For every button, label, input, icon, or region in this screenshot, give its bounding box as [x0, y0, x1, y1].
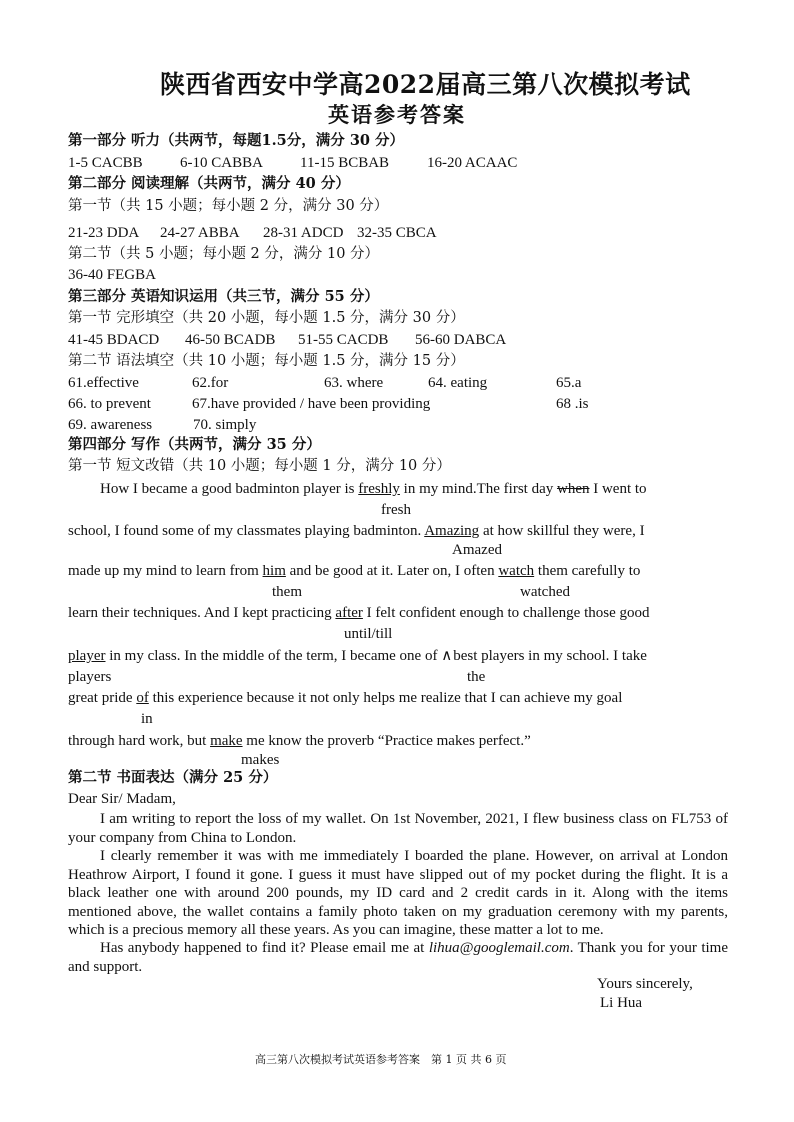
letter-paragraph: I am writing to report the loss of my wallet. On 1st November, 2021, I flew business class on FL753 of your company from China to London.: [68, 811, 728, 846]
correction-answer: them: [272, 584, 302, 600]
grammar-answer: 64. eating: [428, 375, 488, 391]
insert-mark: ∧: [441, 648, 453, 664]
grammar-answer: 65.a: [556, 375, 582, 391]
error-word: him: [262, 563, 286, 579]
error-word: after: [335, 605, 363, 621]
part2-heading: 第二部分 阅读理解（共两节，满分 40 分）: [68, 175, 350, 192]
correction-line: player in my class. In the middle of the term, I became one of ∧best players in my school. I take: [68, 648, 647, 664]
correction-line: great pride of this experience because it not only helps me realize that I can achieve my goal: [68, 690, 623, 706]
part2-section1-heading: 第一节（共 15 小题；每小题 2 分，满分 30 分）: [68, 198, 389, 214]
part4-section2-heading: 第二节 书面表达（满分 25 分）: [68, 769, 278, 786]
part3-section2-heading: 第二节 语法填空（共 10 小题；每小题 1.5 分，满分 15 分）: [68, 353, 465, 369]
correction-line: school, I found some of my classmates playing badminton. Amazing at how skillful they were, I: [68, 523, 645, 539]
answer-group: 46-50 BCADB: [185, 332, 276, 348]
part4-section1-heading: 第一节 短文改错（共 10 小题；每小题 1 分，满分 10 分）: [68, 458, 451, 474]
correction-answer: fresh: [381, 502, 411, 518]
page-footer: 高三第八次模拟考试英语参考答案 第 1 页 共 6 页: [255, 1053, 507, 1066]
error-word: watch: [498, 563, 535, 579]
answer-group: 56-60 DABCA: [415, 332, 507, 348]
answer-group: 51-55 CACDB: [298, 332, 389, 348]
grammar-answer: 66. to prevent: [68, 396, 151, 412]
answer-group: 41-45 BDACD: [68, 332, 160, 348]
error-word: make: [210, 733, 243, 749]
error-word: freshly: [358, 481, 400, 497]
answer-group: 16-20 ACAAC: [427, 155, 518, 171]
correction-answer: the: [467, 669, 486, 685]
correction-line: made up my mind to learn from him and be good at it. Later on, I often watch them carefully to: [68, 563, 641, 579]
letter-greeting: Dear Sir/ Madam,: [68, 791, 176, 807]
grammar-answer: 61.effective: [68, 375, 139, 391]
grammar-answer: 70. simply: [193, 417, 257, 433]
grammar-answer: 63. where: [324, 375, 384, 391]
correction-line: through hard work, but make me know the proverb “Practice makes perfect.”: [68, 733, 531, 749]
answer-group: 32-35 CBCA: [357, 225, 437, 241]
letter-paragraph: I clearly remember it was with me immediately I boarded the plane. However, on arrival at London Heathrow Airport, I found it gone. I guess it must have slipped out of my pocket during the flight. It is a black leather one with around 200 pounds, my ID card and 2 credit cards in it. Along with the items mentioned above, the wallet contains a family photo taken on my graduation ceremony with my parents, which is a precious memory all these years. As you can imagine, these matter a lot to me.: [68, 848, 728, 938]
deleted-word: when: [556, 481, 590, 497]
part1-heading: 第一部分 听力（共两节，每题1.5分，满分 30 分）: [68, 132, 405, 149]
answer-group: 28-31 ADCD: [263, 225, 344, 241]
grammar-answer: 67.have provided / have been providing: [192, 396, 431, 412]
part3-section1-heading: 第一节 完形填空（共 20 小题，每小题 1.5 分，满分 30 分）: [68, 310, 465, 326]
letter-closing: Yours sincerely,: [597, 976, 693, 992]
page-subtitle: 英语参考答案: [328, 102, 466, 127]
error-word: Amazing: [424, 523, 480, 539]
answer-group: 24-27 ABBA: [160, 225, 240, 241]
answer-group: 1-5 CACBB: [68, 155, 143, 171]
page-title: 陕西省西安中学高2022届高三第八次模拟考试: [160, 70, 691, 99]
correction-answer: until/till: [344, 626, 393, 642]
part3-heading: 第三部分 英语知识运用（共三节，满分 55 分）: [68, 288, 379, 305]
part2-section2-heading: 第二节（共 5 小题；每小题 2 分，满分 10 分）: [68, 246, 380, 262]
letter-signature: Li Hua: [600, 995, 643, 1011]
correction-answer: watched: [520, 584, 570, 600]
grammar-answer: 68 .is: [556, 396, 589, 412]
part4-heading: 第四部分 写作（共两节，满分 35 分）: [68, 436, 321, 453]
correction-answer: in: [141, 711, 153, 727]
correction-answer: makes: [241, 752, 280, 768]
answer-group: 36-40 FEGBA: [68, 267, 156, 283]
error-word: player: [68, 648, 106, 664]
correction-answer: players: [68, 669, 112, 685]
answer-group: 21-23 DDA: [68, 225, 140, 241]
letter-paragraph: Has anybody happened to find it? Please email me at lihua@googlemail.com. Thank you for your time and support.: [68, 940, 728, 975]
answer-group: 6-10 CABBA: [180, 155, 263, 171]
grammar-answer: 62.for: [192, 375, 229, 391]
correction-line: learn their techniques. And I kept practicing after I felt confident enough to challenge those good: [68, 605, 650, 621]
error-word: of: [136, 690, 149, 706]
grammar-answer: 69. awareness: [68, 417, 153, 433]
correction-answer: Amazed: [452, 542, 502, 558]
email-address: lihua@googlemail.com: [428, 940, 570, 956]
correction-line: How I became a good badminton player is freshly in my mind.The first day when I went to: [100, 481, 647, 497]
answer-group: 11-15 BCBAB: [300, 155, 390, 171]
